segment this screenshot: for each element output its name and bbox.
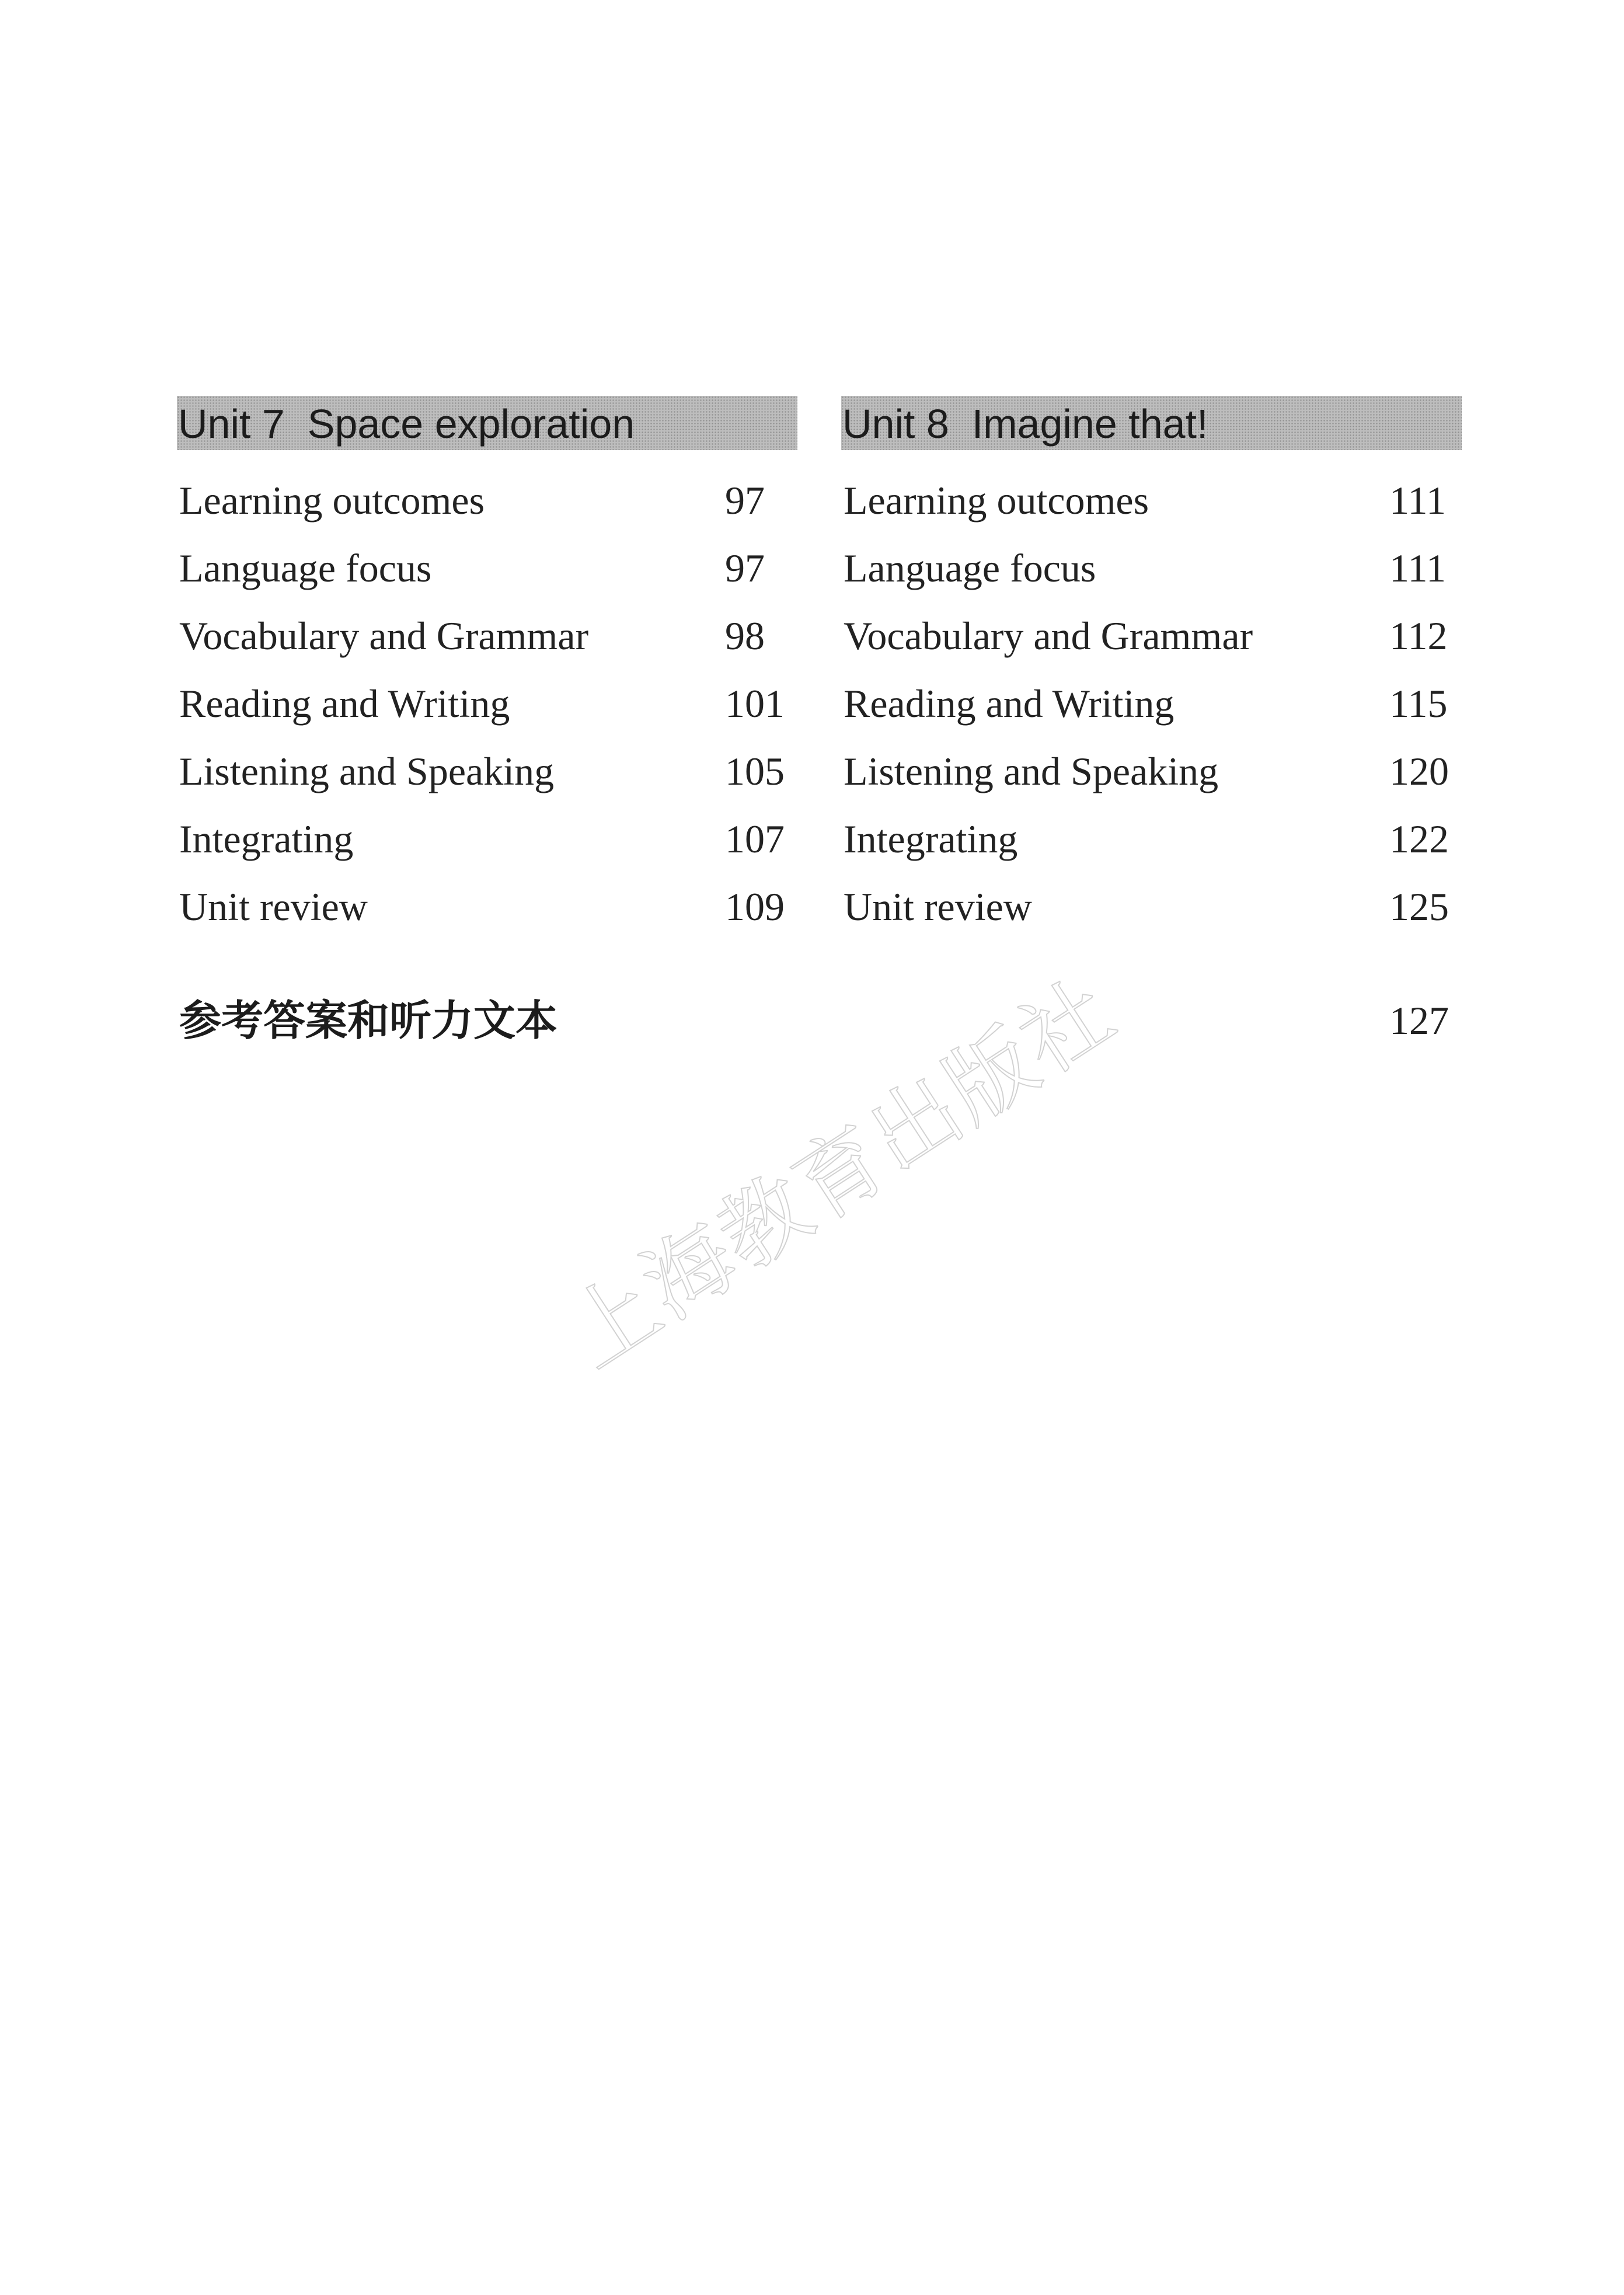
entry-label: Vocabulary and Grammar: [844, 614, 1253, 658]
entry-page-number: 101: [725, 681, 785, 726]
toc-unit-8: [841, 396, 1462, 941]
toc-entry: [177, 534, 797, 602]
entry-label: Vocabulary and Grammar: [179, 614, 589, 658]
appendix-page-number: 127: [1389, 998, 1449, 1043]
toc-entry: [841, 670, 1462, 737]
entry-label: Language focus: [179, 546, 432, 590]
entry-label: Listening and Speaking: [179, 749, 555, 793]
entry-label: Integrating: [844, 817, 1018, 861]
entry-label: Learning outcomes: [179, 478, 485, 523]
toc-appendix-entry: [177, 987, 1462, 1054]
toc-entry-list: [177, 466, 797, 941]
entry-page-number: 112: [1389, 614, 1448, 658]
entry-page-number: 120: [1389, 749, 1449, 793]
toc-entry: [841, 602, 1462, 670]
entry-label: Unit review: [179, 884, 368, 929]
appendix-label: 参考答案和听力文本: [179, 996, 558, 1045]
toc-entry: [841, 466, 1462, 534]
entry-label: Language focus: [844, 546, 1096, 590]
entry-page-number: 107: [725, 817, 785, 861]
toc-entry: [841, 873, 1462, 941]
toc-entry: [841, 737, 1462, 805]
entry-page-number: 125: [1389, 884, 1449, 929]
entry-label: Integrating: [179, 817, 354, 861]
entry-label: Reading and Writing: [179, 681, 510, 726]
entry-label: Unit review: [844, 884, 1032, 929]
toc-entry: [177, 737, 797, 805]
entry-page-number: 98: [725, 614, 765, 658]
entry-page-number: 111: [1389, 478, 1446, 523]
toc-entry: [177, 670, 797, 737]
entry-page-number: 105: [725, 749, 785, 793]
entry-label: Listening and Speaking: [844, 749, 1219, 793]
toc-entry: [841, 805, 1462, 873]
unit-title: Unit 7 Space exploration: [177, 396, 797, 450]
unit-title: Unit 8 Imagine that!: [841, 396, 1462, 450]
toc-entry: [177, 873, 797, 941]
toc-unit-7: [177, 396, 797, 941]
toc-entry: [177, 602, 797, 670]
toc-entry: [841, 534, 1462, 602]
publisher-watermark: 上海教育出版社: [550, 959, 1134, 1388]
entry-label: Learning outcomes: [844, 478, 1149, 523]
toc-entry: [177, 805, 797, 873]
entry-page-number: 115: [1389, 681, 1448, 726]
entry-page-number: 97: [725, 478, 765, 523]
entry-page-number: 111: [1389, 546, 1446, 590]
toc-entry: [177, 466, 797, 534]
entry-page-number: 97: [725, 546, 765, 590]
toc-entry-list: [841, 466, 1462, 941]
entry-label: Reading and Writing: [844, 681, 1175, 726]
entry-page-number: 122: [1389, 817, 1449, 861]
entry-page-number: 109: [725, 884, 785, 929]
